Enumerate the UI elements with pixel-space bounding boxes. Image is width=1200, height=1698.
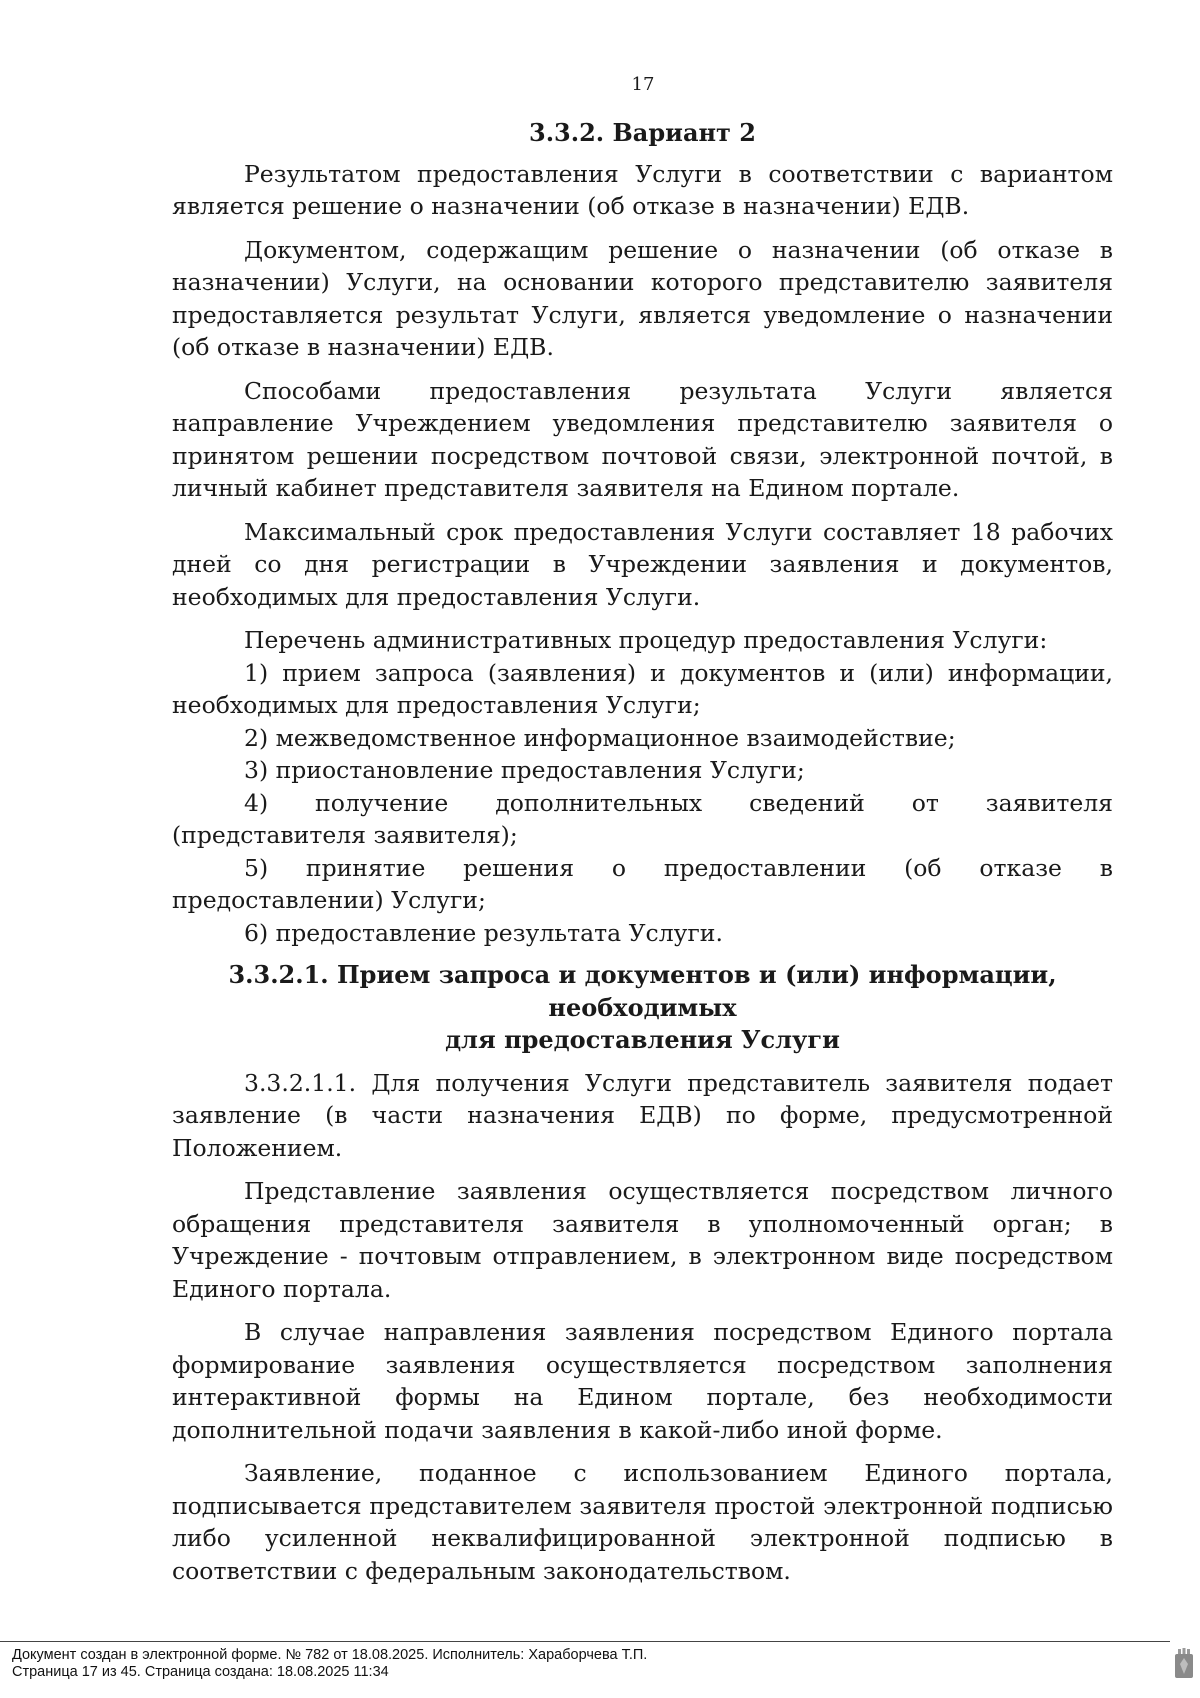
document-body: [172, 117, 1113, 1587]
procedure-item: 3) приостановление предоставления Услуги;: [244, 756, 805, 784]
section-title: 3.3.2. Вариант 2: [529, 118, 756, 147]
procedure-item: 4) получение дополнительных сведений от заявителя (представителя заявителя);: [172, 788, 1113, 849]
procedure-item: 2) межведомственное информационное взаимодействие;: [244, 723, 956, 752]
coat-of-arms-icon: [1174, 1648, 1194, 1680]
footer-line-2: Страница 17 из 45. Страница создана: 18.08.2025 11:34: [12, 1664, 389, 1680]
paragraph-deadline: Максимальный срок предоставления Услуги составляет 18 рабочих дней со дня регистрации в Учреждении заявления и документов, необходимых для предоставления Услуги.: [172, 517, 1113, 611]
procedures-intro: Перечень административных процедур предоставления Услуги:: [244, 626, 1048, 654]
paragraph-result: Результатом предоставления Услуги в соответствии с вариантом является решение о назначении (об отказе в назначении) ЕДВ.: [172, 159, 1113, 220]
paragraph-document: Документом, содержащим решение о назначении (об отказе в назначении) Услуги, на основании которого представителю заявителя предоставляется результат Услуги, является уведомление о назначении (об отказе в назначении) ЕДВ.: [172, 235, 1113, 361]
paragraph-portal: В случае направления заявления посредством Единого портала формирование заявления осуществляется посредством заполнения интерактивной формы на Едином портале, без необходимости дополнительной подачи заявления в какой-либо иной форме.: [172, 1318, 1113, 1444]
subsection-title-line1: 3.3.2.1. Прием запроса и документов и (или) информации, необходимых: [228, 960, 1057, 1022]
subsection-title: [172, 959, 1113, 1057]
document-footer: [12, 1647, 647, 1681]
paragraph-signature: Заявление, поданное с использованием Единого портала, подписывается представителем заявителя простой электронной подписью либо усиленной неквалифицированной электронной подписью в соответствии с федеральным законодательством.: [172, 1459, 1113, 1585]
subsection-title-line2: для предоставления Услуги: [445, 1025, 840, 1054]
paragraph-application: 3.3.2.1.1. Для получения Услуги представитель заявителя подает заявление (в части назначения ЕДВ) по форме, предусмотренной Положением.: [172, 1068, 1113, 1162]
procedure-item: 5) принятие решения о предоставлении (об отказе в предоставлении) Услуги;: [172, 853, 1113, 914]
footer-line-1: Документ создан в электронной форме. № 782 от 18.08.2025. Исполнитель: Хараборчева Т.П.: [12, 1647, 648, 1663]
procedure-item: 1) прием запроса (заявления) и документов и (или) информации, необходимых для предоставления Услуги;: [172, 658, 1113, 719]
paragraph-methods: Способами предоставления результата Услуги является направление Учреждением уведомления представителю заявителя о принятом решении посредством почтовой связи, электронной почтой, в личный кабинет представителя заявителя на Едином портале.: [172, 376, 1113, 502]
page-number: 17: [631, 74, 655, 95]
footer-divider: [0, 1641, 1170, 1642]
procedure-item: 6) предоставление результата Услуги.: [244, 918, 723, 947]
paragraph-submission: Представление заявления осуществляется посредством личного обращения представителя заявителя в уполномоченный орган; в Учреждение - почтовым отправлением, в электронном виде посредством Единого портала.: [172, 1177, 1113, 1303]
